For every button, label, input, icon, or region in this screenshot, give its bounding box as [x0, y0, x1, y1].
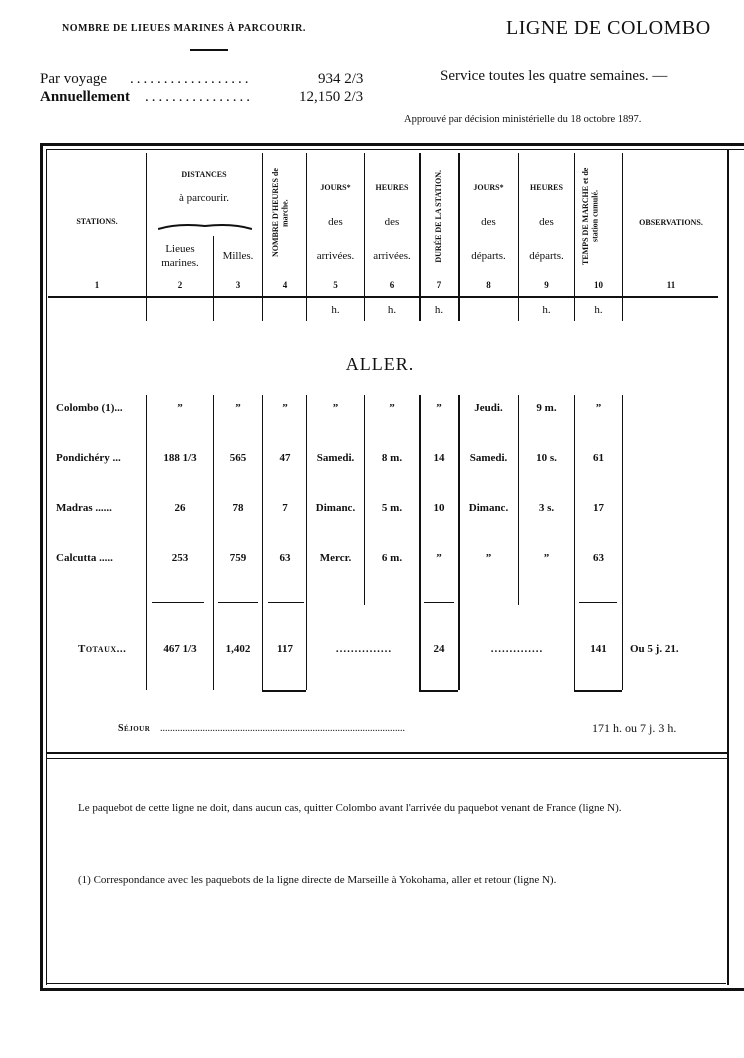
col-header-stations: STATIONS.	[76, 217, 118, 226]
col-header-heures-arr-c: arrivées.	[373, 250, 411, 262]
row-colombo-milles: ”	[235, 402, 241, 414]
col-header-jours-dep-b: des	[481, 216, 496, 228]
row-calcutta-milles: 759	[229, 552, 247, 564]
totals-lieues: 467 1/3	[163, 643, 197, 655]
row-pondichery-heures: 47	[279, 452, 291, 464]
table-frame-left	[40, 143, 43, 991]
body-line-8	[518, 395, 519, 605]
col-header-milles: Milles.	[222, 250, 254, 262]
col-header-distances: DISTANCES	[181, 170, 227, 179]
body-line-9	[574, 395, 575, 690]
unit-c6: h.	[387, 304, 397, 316]
row-madras-heures-arr: 5 m.	[381, 502, 403, 514]
body-line-7	[458, 395, 460, 690]
col-header-heures-dep-b: des	[539, 216, 554, 228]
brace-icon	[158, 223, 252, 231]
annuellement-label: Annuellement	[40, 89, 130, 105]
row-colombo-station: Colombo (1)...	[56, 402, 123, 414]
row-colombo-heures: ”	[282, 402, 288, 414]
totals-rule-2	[419, 690, 458, 692]
note-1: Le paquebot de cette ligne ne doit, dans aucun cas, quitter Colombo avant l'arrivée du paquebot venant de France (ligne N).	[78, 802, 622, 814]
row-madras-milles: 78	[232, 502, 244, 514]
col-number-11: 11	[666, 280, 676, 290]
totals-heures: 117	[277, 643, 293, 655]
table-frame-top-inner	[46, 149, 744, 150]
table-frame-right	[727, 149, 729, 985]
col-number-6: 6	[389, 280, 395, 290]
col-number-1: 1	[94, 280, 100, 290]
col-header-temps-marche: TEMPS DE MARCHE et de station cumulé.	[580, 167, 600, 265]
row-madras-duree: 10	[433, 502, 445, 514]
row-pondichery-lieues: 188 1/3	[163, 452, 197, 464]
totals-observation: Ou 5 j. 21.	[630, 643, 679, 655]
col-line-1	[146, 153, 147, 321]
sejour-value: 171 h. ou 7 j. 3 h.	[592, 721, 677, 735]
col-number-4: 4	[282, 280, 288, 290]
col-header-heures-arr-b: des	[384, 216, 400, 228]
col-header-jours-arr-b: des	[328, 216, 343, 228]
row-colombo-duree: ”	[436, 402, 442, 414]
col-header-distances-sub: à parcourir.	[178, 192, 230, 204]
row-calcutta-heures-dep: ”	[543, 552, 550, 564]
section-title: ALLER.	[345, 354, 415, 374]
col-number-5: 5	[333, 280, 338, 290]
totals-duree: 24	[433, 643, 445, 655]
col-number-3: 3	[235, 280, 241, 290]
row-pondichery-milles: 565	[229, 452, 247, 464]
note-2: (1) Correspondance avec les paquebots de la ligne directe de Marseille à Yokohama, aller et retour (ligne N).	[78, 874, 557, 886]
body-line-1	[146, 395, 147, 690]
table-frame-left-inner	[46, 149, 47, 985]
row-calcutta-jours-dep: ”	[485, 552, 492, 564]
col-header-heures-arr-a: HEURES	[375, 183, 409, 192]
col-line-3	[262, 153, 263, 321]
subtotal-rule-heures	[268, 602, 304, 603]
row-pondichery-temps: 61	[593, 452, 604, 464]
row-pondichery-duree: 14	[433, 452, 445, 464]
row-madras-jours-dep: Dimanc.	[468, 502, 509, 514]
unit-c7: h.	[434, 304, 444, 316]
left-title-rule	[190, 49, 228, 51]
sejour-label: Séjour	[118, 723, 151, 734]
totals-dots-a: ...............	[335, 643, 393, 655]
col-header-jours-arr-c: arrivées.	[316, 250, 355, 262]
approval-text: Approuvé par décision ministérielle du 18 octobre 1897.	[404, 114, 642, 125]
row-pondichery-jours-dep: Samedi.	[469, 452, 508, 464]
unit-c4: h.	[331, 304, 340, 316]
row-colombo-temps: ”	[595, 402, 602, 414]
col-number-2: 2	[177, 280, 183, 290]
notes-separator	[46, 752, 727, 754]
col-line-4	[306, 153, 307, 321]
unit-c9: h.	[542, 304, 551, 316]
row-pondichery-jours-arr: Samedi.	[316, 452, 355, 464]
col-header-lieues: Lieues marines.	[161, 243, 199, 270]
body-line-2	[213, 395, 214, 690]
unit-c10: h.	[594, 304, 603, 316]
row-madras-temps: 17	[593, 502, 604, 514]
col-line-8	[518, 153, 519, 321]
left-title: NOMBRE DE LIEUES MARINES À PARCOURIR.	[62, 23, 306, 34]
par-voyage-value: 934 2/3	[318, 71, 364, 87]
col-line-10	[622, 153, 623, 321]
col-number-8: 8	[486, 280, 491, 290]
table-frame-bottom	[40, 988, 744, 991]
par-voyage-dots: ..................	[130, 71, 252, 87]
row-colombo-heures-dep: 9 m.	[536, 402, 557, 414]
par-voyage-label: Par voyage	[40, 71, 108, 87]
col-header-observations: OBSERVATIONS.	[639, 218, 703, 227]
row-madras-heures-dep: 3 s.	[538, 502, 555, 514]
row-colombo-jours-dep: Jeudi.	[474, 402, 503, 414]
totals-milles: 1,402	[225, 643, 251, 655]
row-madras-lieues: 26	[174, 502, 186, 514]
row-madras-jours-arr: Dimanc.	[315, 502, 356, 514]
col-header-heures-marche: NOMBRE D'HEURES de marche.	[271, 168, 290, 258]
totals-rule-3	[574, 690, 622, 692]
sejour-dots: ..................................................................................................	[160, 723, 405, 734]
col-line-7	[458, 153, 460, 321]
row-calcutta-lieues: 253	[171, 552, 189, 564]
row-pondichery-station: Pondichéry ...	[56, 452, 121, 464]
col-header-duree: DURÉE DE LA STATION.	[434, 169, 444, 263]
table-frame-top	[40, 143, 744, 146]
row-pondichery-heures-dep: 10 s.	[536, 452, 557, 464]
body-line-5	[364, 395, 365, 605]
col-line-9	[574, 153, 575, 321]
row-calcutta-jours-arr: Mercr.	[319, 552, 352, 564]
subtotal-rule-milles	[218, 602, 258, 603]
col-number-9: 9	[544, 280, 549, 290]
row-colombo-lieues: ”	[177, 402, 183, 414]
table-frame-bottom-inner	[46, 983, 726, 984]
col-number-7: 7	[436, 280, 442, 290]
col-number-10: 10	[594, 280, 603, 290]
col-header-jours-dep-a: JOURS*	[473, 183, 504, 192]
body-line-3	[262, 395, 263, 690]
col-header-jours-arr-a: JOURS*	[320, 183, 351, 192]
row-madras-heures: 7	[282, 502, 288, 514]
row-calcutta-heures: 63	[279, 552, 291, 564]
row-calcutta-duree: ”	[436, 552, 442, 564]
header-bottom-rule	[48, 296, 718, 298]
row-pondichery-heures-arr: 8 m.	[381, 452, 403, 464]
subtotal-rule-temps	[579, 602, 617, 603]
distances-brace	[158, 218, 252, 226]
row-colombo-jours-arr: ”	[332, 402, 339, 414]
row-madras-station: Madras ......	[56, 502, 112, 514]
right-title: LIGNE DE COLOMBO	[506, 17, 711, 39]
totals-dots-b: ..............	[490, 643, 544, 655]
row-calcutta-temps: 63	[593, 552, 604, 564]
annuellement-value: 12,150 2/3	[299, 89, 364, 105]
service-text: Service toutes les quatre semaines. —	[440, 68, 668, 84]
body-line-10	[622, 395, 623, 690]
totals-temps: 141	[590, 643, 607, 655]
totals-label: Totaux...	[78, 643, 127, 655]
row-calcutta-station: Calcutta .....	[56, 552, 113, 564]
col-header-heures-dep-c: départs.	[529, 250, 564, 262]
notes-separator-2	[46, 758, 727, 759]
row-calcutta-heures-arr: 6 m.	[381, 552, 403, 564]
subtotal-rule-duree	[424, 602, 454, 603]
totals-rule-1	[262, 690, 306, 692]
col-line-2	[213, 236, 214, 321]
subtotal-rule-lieues	[152, 602, 204, 603]
col-header-heures-dep-a: HEURES	[530, 183, 563, 192]
row-colombo-heures-arr: ”	[389, 402, 395, 414]
col-line-5	[364, 153, 365, 321]
col-header-jours-dep-c: départs.	[471, 250, 506, 262]
annuellement-dots: ................	[145, 89, 253, 105]
body-line-4	[306, 395, 307, 690]
